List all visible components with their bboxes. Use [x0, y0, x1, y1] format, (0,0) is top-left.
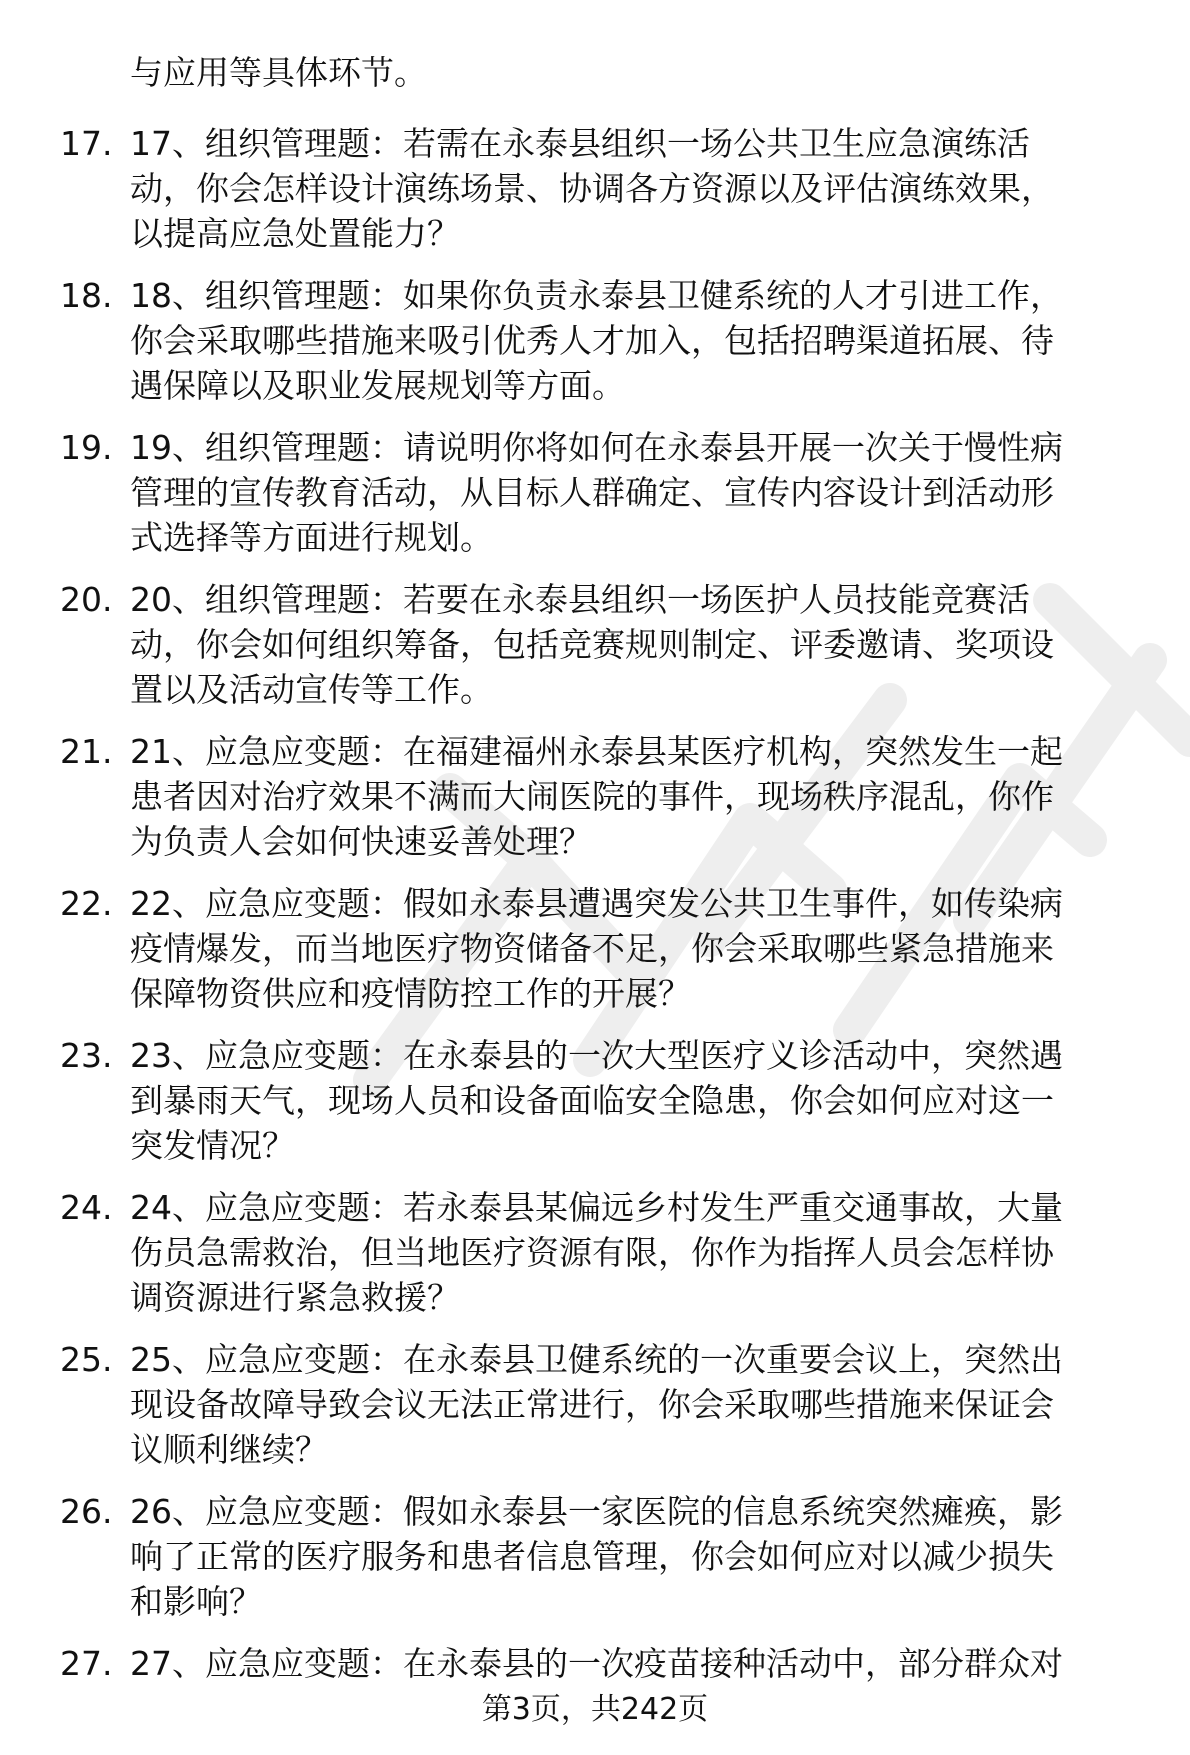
item-number: 18. [60, 276, 113, 315]
item-line: 动，你会怎样设计演练场景、协调各方资源以及评估演练效果， [130, 169, 1054, 208]
list-item [60, 273, 1150, 408]
item-line: 17、组织管理题：若需在永泰县组织一场公共卫生应急演练活 [130, 124, 1030, 163]
item-line: 27、应急应变题：在永泰县的一次疫苗接种活动中，部分群众对 [130, 1644, 1063, 1683]
item-line: 18、组织管理题：如果你负责永泰县卫健系统的人才引进工作， [130, 276, 1063, 315]
item-line: 遇保障以及职业发展规划等方面。 [130, 366, 625, 405]
item-number: 23. [60, 1036, 113, 1075]
question-list [60, 50, 1150, 1686]
item-number: 27. [60, 1644, 113, 1683]
item-line: 到暴雨天气，现场人员和设备面临安全隐患，你会如何应对这一 [130, 1081, 1054, 1120]
list-item [60, 1337, 1150, 1472]
item-line: 19、组织管理题：请说明你将如何在永泰县开展一次关于慢性病 [130, 428, 1063, 467]
item-line: 26、应急应变题：假如永泰县一家医院的信息系统突然瘫痪，影 [130, 1492, 1063, 1531]
item-line: 你会采取哪些措施来吸引优秀人才加入，包括招聘渠道拓展、待 [130, 321, 1054, 360]
item-line: 23、应急应变题：在永泰县的一次大型医疗义诊活动中，突然遇 [130, 1036, 1063, 1075]
list-item [60, 729, 1150, 864]
item-line: 疫情爆发，而当地医疗物资储备不足，你会采取哪些紧急措施来 [130, 929, 1054, 968]
item-line: 21、应急应变题：在福建福州永泰县某医疗机构，突然发生一起 [130, 732, 1063, 771]
item-line: 置以及活动宣传等工作。 [130, 670, 493, 709]
item-line: 以提高应急处置能力？ [130, 214, 460, 253]
list-item [60, 121, 1150, 256]
item-line: 患者因对治疗效果不满而大闹医院的事件，现场秩序混乱，你作 [130, 777, 1054, 816]
list-item [60, 1641, 1150, 1686]
item-number: 17. [60, 124, 113, 163]
list-item [60, 425, 1150, 560]
page-footer: 第3页，共242页 [481, 1692, 709, 1727]
item-line: 保障物资供应和疫情防控工作的开展？ [130, 974, 691, 1013]
item-line: 20、组织管理题：若要在永泰县组织一场医护人员技能竞赛活 [130, 580, 1030, 619]
carryover-text: 与应用等具体环节。 [130, 53, 427, 92]
item-line: 现设备故障导致会议无法正常进行，你会采取哪些措施来保证会 [130, 1385, 1054, 1424]
item-line: 为负责人会如何快速妥善处理？ [130, 822, 592, 861]
list-item [60, 1185, 1150, 1320]
list-item [60, 577, 1150, 712]
item-number: 19. [60, 428, 113, 467]
item-line: 议顺利继续？ [130, 1430, 328, 1469]
item-number: 25. [60, 1340, 113, 1379]
list-item [60, 1033, 1150, 1168]
item-line: 管理的宣传教育活动，从目标人群确定、宣传内容设计到活动形 [130, 473, 1054, 512]
item-number: 24. [60, 1188, 113, 1227]
item-number: 26. [60, 1492, 113, 1531]
item-line: 响了正常的医疗服务和患者信息管理，你会如何应对以减少损失 [130, 1537, 1054, 1576]
item-line: 25、应急应变题：在永泰县卫健系统的一次重要会议上，突然出 [130, 1340, 1063, 1379]
item-line: 伤员急需救治，但当地医疗资源有限，你作为指挥人员会怎样协 [130, 1233, 1054, 1272]
item-line: 24、应急应变题：若永泰县某偏远乡村发生严重交通事故，大量 [130, 1188, 1063, 1227]
item-line: 突发情况？ [130, 1126, 295, 1165]
list-item [60, 881, 1150, 1016]
item-line: 22、应急应变题：假如永泰县遭遇突发公共卫生事件，如传染病 [130, 884, 1063, 923]
list-item [60, 1489, 1150, 1624]
item-line: 和影响？ [130, 1582, 262, 1621]
item-number: 20. [60, 580, 113, 619]
item-number: 22. [60, 884, 113, 923]
item-line: 调资源进行紧急救援？ [130, 1278, 460, 1317]
item-line: 动，你会如何组织筹备，包括竞赛规则制定、评委邀请、奖项设 [130, 625, 1054, 664]
item-number: 21. [60, 732, 113, 771]
item-line: 式选择等方面进行规划。 [130, 518, 493, 557]
